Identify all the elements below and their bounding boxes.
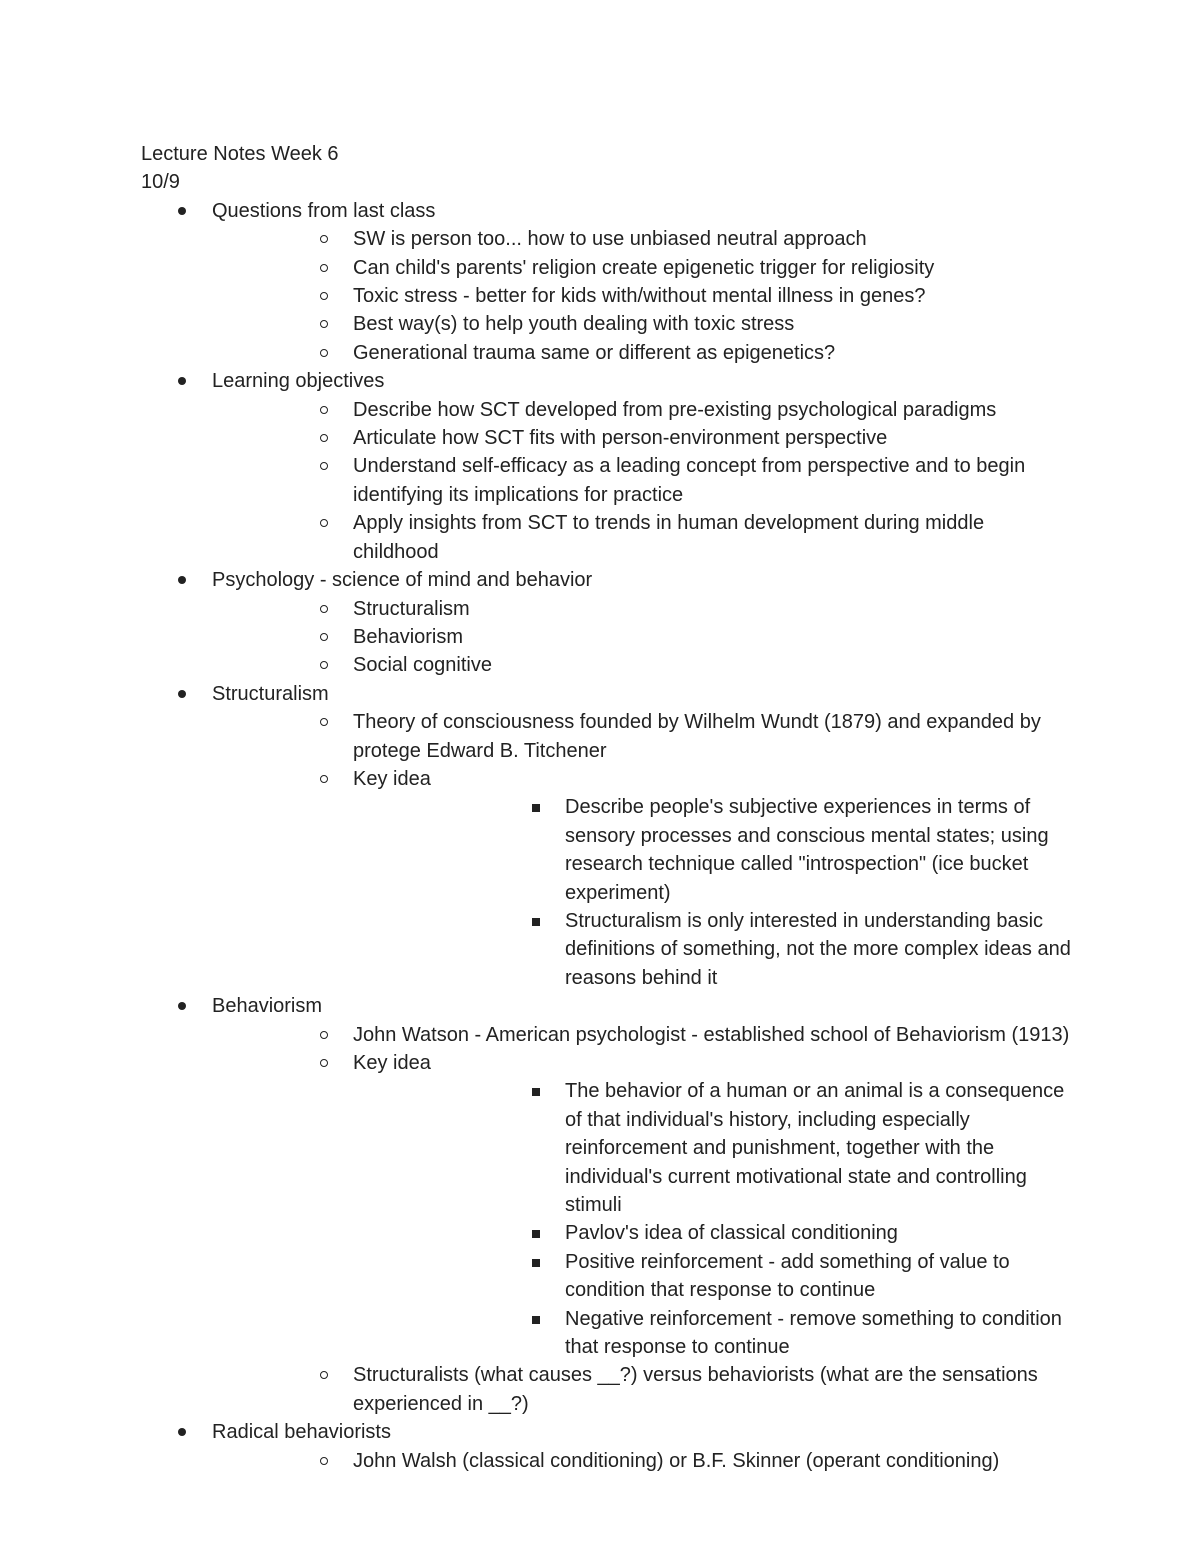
section-item [141,367,1071,566]
sub-item-text: Generational trauma same or different as epigenetics? [353,341,836,364]
filled-bullet-icon [178,1002,186,1010]
detail-item [353,793,1071,907]
square-bullet-icon [532,1088,540,1096]
sub-item [212,339,1071,367]
sub-item-text: Apply insights from SCT to trends in human development during middle childhood [353,512,985,563]
hollow-bullet-icon [320,633,328,641]
hollow-bullet-icon [320,1371,328,1379]
square-bullet-icon [532,1230,540,1238]
sub-list [212,225,1071,367]
hollow-bullet-icon [320,349,328,357]
sub-item [212,595,1071,623]
sub-item [212,509,1071,566]
section-item [141,197,1071,367]
sub-item-text: Can child's parents' religion create epigenetic trigger for religiosity [353,256,935,279]
detail-item [353,1077,1071,1219]
sub-item-text: Best way(s) to help youth dealing with toxic stress [353,313,795,336]
sub-item-text: Key idea [353,1052,431,1074]
filled-bullet-icon [178,690,186,698]
sub-item-text: Understand self-efficacy as a leading concept from perspective and to begin identifying its implications for practice [353,455,1026,506]
section-heading: Structuralism [212,682,329,705]
sub-item-text: John Walsh (classical conditioning) or B.F. Skinner (operant conditioning) [353,1449,1000,1472]
hollow-bullet-icon [320,519,328,527]
section-heading: Learning objectives [212,370,385,393]
outline-list [141,197,1071,1475]
sub-item [212,225,1071,253]
sub-list [212,1021,1071,1419]
filled-bullet-icon [178,377,186,385]
section-heading: Behaviorism [212,995,323,1018]
section-heading: Psychology - science of mind and behavior [212,569,593,592]
hollow-bullet-icon [320,1031,328,1039]
detail-item-text: Positive reinforcement - add something of value to condition that response to continue [565,1250,1010,1302]
square-bullet-icon [532,804,540,812]
hollow-bullet-icon [320,264,328,272]
filled-bullet-icon [178,1428,186,1436]
detail-item [353,907,1071,992]
sub-item [212,254,1071,282]
section-item [141,566,1071,680]
sub-item-text: SW is person too... how to use unbiased neutral approach [353,228,867,251]
detail-item [353,1219,1071,1247]
detail-item-text: Structuralism is only interested in understanding basic definitions of something, not the more complex ideas and reasons behind it [565,909,1071,989]
section-item [141,680,1071,992]
filled-bullet-icon [178,207,186,215]
section-heading: Questions from last class [212,199,436,222]
sub-item [212,1049,1071,1361]
section-heading: Radical behaviorists [212,1421,391,1444]
hollow-bullet-icon [320,235,328,243]
sub-list [212,396,1071,566]
sub-item [212,623,1071,651]
sub-item [212,452,1071,509]
sub-list [212,708,1071,992]
hollow-bullet-icon [320,605,328,613]
detail-list [353,1077,1071,1361]
detail-item [353,1248,1071,1305]
sub-item [212,424,1071,452]
hollow-bullet-icon [320,775,328,783]
sub-item-text: Articulate how SCT fits with person-environment perspective [353,427,888,450]
sub-item [212,1021,1071,1049]
sub-item-text: Structuralists (what causes __?) versus behaviorists (what are the sensations experienced in __?) [353,1364,1038,1415]
detail-item [353,1305,1071,1362]
section-item [141,1418,1071,1475]
detail-item-text: The behavior of a human or an animal is a consequence of that individual's history, including especially reinforcement and punishment, together with the individual's current motivational state and controlling stimuli [565,1080,1065,1217]
sub-item-text: Behaviorism [353,625,464,648]
sub-list [212,1447,1071,1475]
sub-item-text: Describe how SCT developed from pre-existing psychological paradigms [353,398,997,421]
hollow-bullet-icon [320,406,328,414]
sub-item-text: Toxic stress - better for kids with/without mental illness in genes? [353,285,926,308]
sub-item-text: John Watson - American psychologist - established school of Behaviorism (1913) [353,1023,1070,1046]
sub-item [212,310,1071,338]
section-item [141,992,1071,1418]
sub-item [212,1447,1071,1475]
hollow-bullet-icon [320,718,328,726]
hollow-bullet-icon [320,661,328,669]
hollow-bullet-icon [320,292,328,300]
document-date: 10/9 [141,171,180,194]
hollow-bullet-icon [320,320,328,328]
sub-item-text: Theory of consciousness founded by Wilhelm Wundt (1879) and expanded by protege Edward B. Titchener [353,711,1041,762]
square-bullet-icon [532,1259,540,1267]
detail-item-text: Describe people's subjective experiences in terms of sensory processes and conscious mental states; using research technique called "introspection" (ice bucket experiment) [565,796,1049,904]
hollow-bullet-icon [320,1457,328,1465]
sub-item [212,282,1071,310]
filled-bullet-icon [178,576,186,584]
hollow-bullet-icon [320,1059,328,1067]
sub-item [212,651,1071,679]
sub-item-text: Structuralism [353,597,470,620]
hollow-bullet-icon [320,462,328,470]
document-body [141,140,1071,1475]
sub-item [212,396,1071,424]
sub-item [212,708,1071,765]
sub-item [212,765,1071,992]
sub-item-text: Social cognitive [353,654,492,677]
hollow-bullet-icon [320,434,328,442]
square-bullet-icon [532,918,540,926]
detail-item-text: Negative reinforcement - remove something to condition that response to continue [565,1307,1062,1359]
document-title: Lecture Notes Week 6 [141,143,339,165]
detail-list [353,793,1071,992]
sub-item-text: Key idea [353,767,431,790]
sub-item [212,1361,1071,1418]
detail-item-text: Pavlov's idea of classical conditioning [565,1222,898,1245]
square-bullet-icon [532,1316,540,1324]
sub-list [212,595,1071,680]
